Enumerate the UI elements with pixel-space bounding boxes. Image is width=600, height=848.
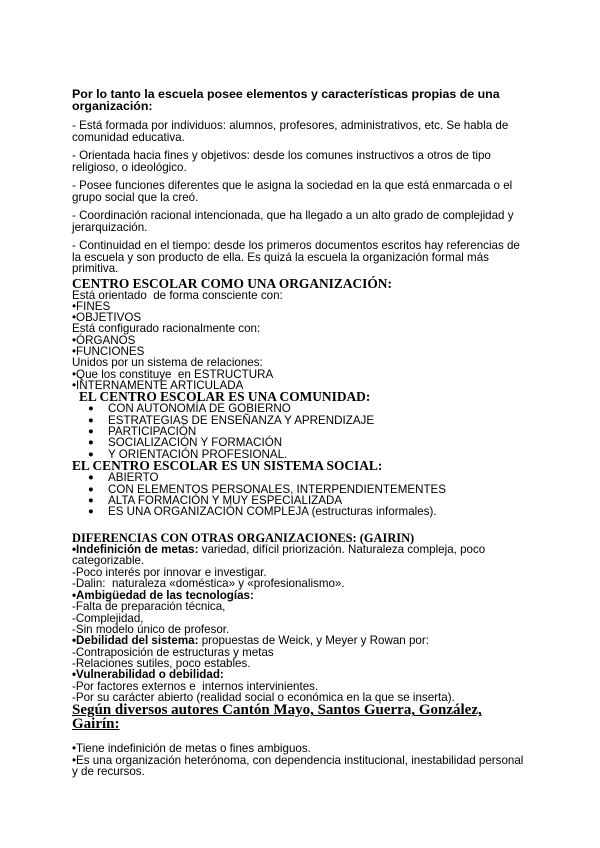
comunidad-item: ● SOCIALIZACIÓN Y FORMACIÓN xyxy=(88,437,532,448)
centro-org-line: Está configurado racionalmente con: xyxy=(72,322,261,336)
comunidad-item: ● Y ORIENTACIÓN PROFESIONAL. xyxy=(88,449,532,460)
centro-org-line: •FINES xyxy=(72,299,111,313)
intro-point-5: - Continuidad en el tiempo: desde los primeros documentos escritos hay referencias de la escuela y son producto de ella. Es quizá la escuela la organización formal más primitiva. xyxy=(72,239,520,275)
vulnerabilidad-detail: -Por factores externos e internos intervinientes. xyxy=(72,679,319,693)
centro-org-list xyxy=(72,290,532,392)
sistema-social-item: ● ALTA FORMACIÓN Y MUY ESPECIALIZADA xyxy=(88,495,532,506)
intro-point-4: - Coordinación racional intencionada, que ha llegado a un alto grado de complejidad y jerarquización. xyxy=(72,209,514,234)
centro-org-line: Está orientado de forma consciente con: xyxy=(72,288,283,302)
intro-point-3: - Posee funciones diferentes que le asigna la sociedad en la que está enmarcada o el grupo social que la creó. xyxy=(72,179,513,204)
sistema-social-list xyxy=(72,472,532,518)
sistema-social-item: ● ABIERTO xyxy=(88,472,532,483)
metas-detail: -Dalin: naturaleza «doméstica» y «profesionalismo». xyxy=(72,577,345,591)
metas-detail: -Poco interés por innovar e investigar. xyxy=(72,566,267,580)
vulnerabilidad-detail: -Por su carácter abierto (realidad social o económica en la que se inserta). xyxy=(72,691,455,705)
intro-point-2: - Orientada hacia fines y objetivos: desde los comunes instructivos a otros de tipo religioso, o ideológico. xyxy=(72,149,491,174)
centro-org-line: •FUNCIONES xyxy=(72,344,145,358)
intro-heading: Por lo tanto la escuela posee elementos y características propias de una organización: xyxy=(72,87,500,113)
autores-line: •Tiene indefinición de metas o fines ambiguos. xyxy=(72,742,311,756)
metas-text: variedad, difícil priorización. Naturaleza compleja, poco categorizable. xyxy=(72,542,486,568)
debilidad-detail: -Contraposición de estructuras y metas xyxy=(72,645,274,659)
centro-org-line: Unidos por un sistema de relaciones: xyxy=(72,356,263,370)
centro-org-line: •OBJETIVOS xyxy=(72,311,142,325)
debilidad-text: propuestas de Weick, y Meyer y Rowan por: xyxy=(198,634,429,648)
debilidad-line xyxy=(72,635,532,647)
metas-label: •Indefinición de metas: xyxy=(72,542,199,556)
comunidad-heading: EL CENTRO ESCOLAR ES UNA COMUNIDAD: xyxy=(79,389,371,405)
comunidad-item: ● PARTICIPACIÓN xyxy=(88,426,532,437)
metas-line xyxy=(72,544,532,567)
sistema-social-item: ● ES UNA ORGANIZACIÓN COMPLEJA (estructuras informales). xyxy=(88,506,532,517)
autores-heading: Según diversos autores Cantón Mayo, Santos Guerra, González, Gairín: xyxy=(72,702,482,733)
comunidad-item: ● ESTRATEGIAS DE ENSEÑANZA Y APRENDIZAJE xyxy=(88,415,532,426)
autores-line: •Es una organización heterónoma, con dependencia institucional, inestabilidad personal y de recursos. xyxy=(72,753,527,779)
tecno-detail: -Sin modelo único de profesor. xyxy=(72,622,230,636)
centro-org-heading: CENTRO ESCOLAR COMO UNA ORGANIZACIÓN: xyxy=(72,275,392,291)
centro-org-line: •Que los constituye en ESTRUCTURA xyxy=(72,367,274,381)
centro-org-line: •ÓRGANOS xyxy=(72,333,136,347)
document-page xyxy=(72,88,532,777)
centro-org-line: •INTERNAMENTE ARTICULADA xyxy=(72,378,244,392)
intro-point-1: - Está formada por individuos: alumnos, profesores, administrativos, etc. Se habla de comunidad educativa. xyxy=(72,119,509,144)
debilidad-detail: -Relaciones sutiles, poco estables. xyxy=(72,656,251,670)
diferencias-heading: DIFERENCIAS CON OTRAS ORGANIZACIONES: (GAIRIN) xyxy=(72,530,415,545)
tecno-label: •Ambigüedad de las tecnologías: xyxy=(72,588,254,602)
vulnerabilidad-label: •Vulnerabilidad o debilidad: xyxy=(72,668,224,682)
sistema-social-item: ● CON ELEMENTOS PERSONALES, INTERPENDIENTEMENTES xyxy=(88,484,532,495)
comunidad-item: ● CON AUTONOMÍA DE GOBIERNO xyxy=(88,403,532,414)
comunidad-list xyxy=(72,403,532,460)
tecno-detail: -Falta de preparación técnica, xyxy=(72,600,226,614)
tecno-detail: -Complejidad, xyxy=(72,611,144,625)
debilidad-label: •Debilidad del sistema: xyxy=(72,634,199,648)
sistema-social-heading: EL CENTRO ESCOLAR ES UN SISTEMA SOCIAL: xyxy=(72,458,383,474)
